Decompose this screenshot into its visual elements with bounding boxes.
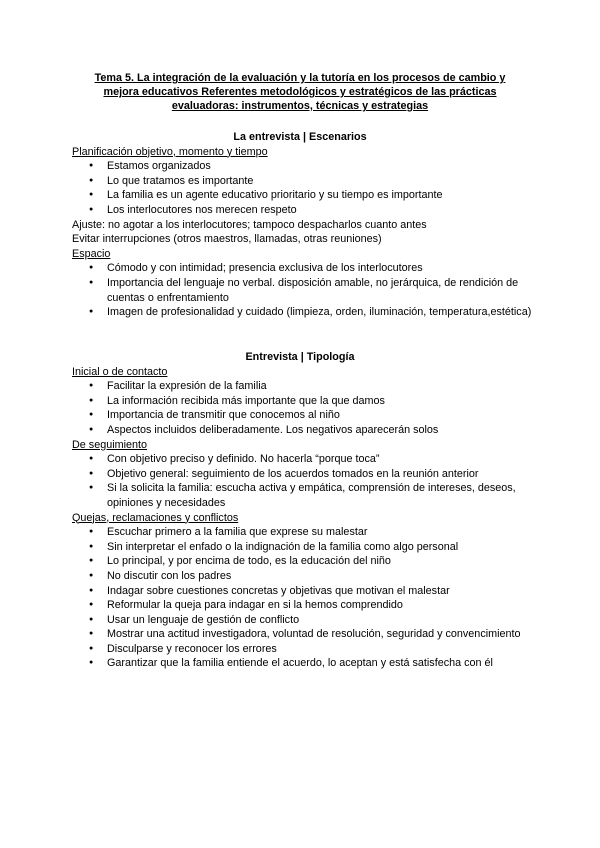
- title-line-3: evaluadoras: instrumentos, técnicas y estrategias: [171, 100, 429, 112]
- list-item: ● Lo que tratamos es importante: [72, 174, 532, 189]
- list-item: ● Estamos organizados: [72, 159, 532, 174]
- list-item: ● Indagar sobre cuestiones concretas y objetivas que motivan el malestar: [72, 584, 532, 599]
- bullet-list-seguimiento: [72, 452, 532, 510]
- paragraph-ajuste: Ajuste: no agotar a los interlocutores; tampoco despacharlos cuanto antes: [72, 218, 427, 231]
- list-item: ● Disculparse y reconocer los errores: [72, 642, 532, 657]
- list-item: ● Facilitar la expresión de la familia: [72, 379, 532, 394]
- list-item: ● Si la solicita la familia: escucha activa y empática, comprensión de intereses, deseos, opiniones y necesidades: [72, 481, 532, 510]
- title-line-1: Tema 5. La integración de la evaluación y la tutoría en los procesos de cambio y: [94, 72, 506, 84]
- subsection-label-planificacion: Planificación objetivo, momento y tiempo: [72, 145, 268, 158]
- list-item: ● Imagen de profesionalidad y cuidado (limpieza, orden, iluminación, temperatura,estética): [72, 305, 532, 320]
- list-item: ● Con objetivo preciso y definido. No hacerla “porque toca”: [72, 452, 532, 467]
- list-item: ● Sin interpretar el enfado o la indignación de la familia como algo personal: [72, 540, 532, 555]
- list-item: ● Escuchar primero a la familia que exprese su malestar: [72, 525, 532, 540]
- list-item: ● Mostrar una actitud investigadora, voluntad de resolución, seguridad y convencimiento: [72, 627, 532, 642]
- section-entrevista-escenarios: [72, 130, 532, 320]
- subsection-label-quejas: Quejas, reclamaciones y conflictos: [72, 511, 239, 524]
- list-item: ● La familia es un agente educativo prioritario y su tiempo es importante: [72, 188, 532, 203]
- list-item: ● No discutir con los padres: [72, 569, 532, 584]
- section-heading: La entrevista | Escenarios: [233, 131, 367, 143]
- list-item: ● Reformular la queja para indagar en si la hemos comprendido: [72, 598, 532, 613]
- list-item: ● Usar un lenguaje de gestión de conflicto: [72, 613, 532, 628]
- list-item: ● Aspectos incluidos deliberadamente. Los negativos aparecerán solos: [72, 423, 532, 438]
- subsection-label-espacio: Espacio: [72, 247, 111, 260]
- bullet-list-espacio: [72, 261, 532, 319]
- list-item: ● Objetivo general: seguimiento de los acuerdos tomados en la reunión anterior: [72, 467, 532, 482]
- bullet-list-planificacion: [72, 159, 532, 217]
- list-item: ● La información recibida más importante que la que damos: [72, 394, 532, 409]
- list-item: ● Importancia de transmitir que conocemos al niño: [72, 408, 532, 423]
- section-heading: Entrevista | Tipología: [245, 351, 355, 363]
- bullet-list-quejas: [72, 525, 532, 671]
- section-entrevista-tipologia: [72, 350, 532, 671]
- subsection-label-seguimiento: De seguimiento: [72, 438, 148, 451]
- list-item: ● Garantizar que la familia entiende el acuerdo, lo aceptan y está satisfecha con él: [72, 656, 532, 671]
- title-line-2: mejora educativos Referentes metodológicos y estratégicos de las prácticas: [103, 86, 497, 98]
- list-item: ● Los interlocutores nos merecen respeto: [72, 203, 532, 218]
- bullet-list-inicial: [72, 379, 532, 437]
- document-title: [80, 71, 520, 113]
- list-item: ● Importancia del lenguaje no verbal. disposición amable, no jerárquica, de rendición de cuentas o enfrentamiento: [72, 276, 532, 305]
- subsection-label-inicial: Inicial o de contacto: [72, 365, 168, 378]
- list-item: ● Lo principal, y por encima de todo, es la educación del niño: [72, 554, 532, 569]
- list-item: ● Cómodo y con intimidad; presencia exclusiva de los interlocutores: [72, 261, 532, 276]
- paragraph-evitar: Evitar interrupciones (otros maestros, llamadas, otras reuniones): [72, 233, 382, 246]
